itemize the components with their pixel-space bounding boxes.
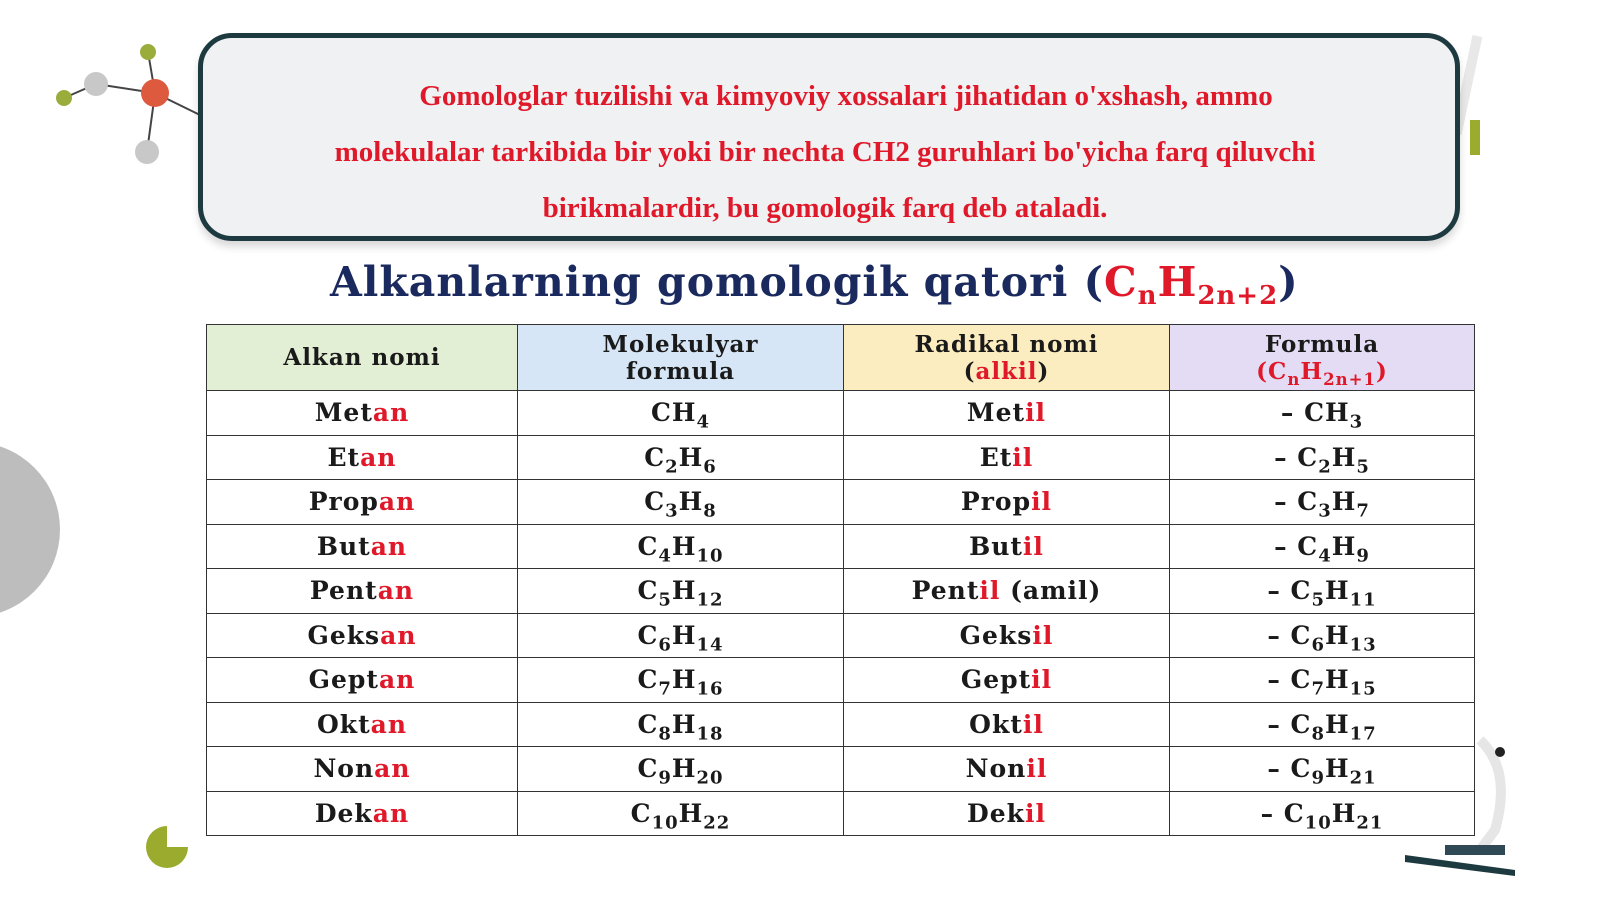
definition-line-1: Gomologlar tuzilishi va kimyoviy xossalari jihatidan o'xshash, ammo [419, 80, 1273, 112]
radical-name-cell: Etil [844, 435, 1170, 480]
molecular-formula-cell: $C_{10}H_{22}$ [518, 791, 844, 836]
radical-formula-cell: – $C_3H_7$ [1170, 480, 1475, 525]
alkan-name-cell: Geksan [207, 613, 518, 658]
radical-formula-cell: – $C_4H_9$ [1170, 524, 1475, 569]
radical-name-cell: Dekil [844, 791, 1170, 836]
table-row [207, 569, 1475, 614]
title-formula-h: H [1157, 258, 1198, 306]
radical-name-cell: Butil [844, 524, 1170, 569]
alkan-name-cell: Dekan [207, 791, 518, 836]
title-close: ) [1278, 258, 1299, 306]
alkan-name-cell: Oktan [207, 702, 518, 747]
table-header-row [207, 325, 1475, 391]
table-row [207, 613, 1475, 658]
table-row [207, 391, 1475, 436]
grey-circle-decoration [0, 442, 60, 617]
radical-name-cell: Metil [844, 391, 1170, 436]
title-formula-h-sub: 2n+2 [1197, 281, 1279, 311]
title-formula-c: C [1104, 258, 1138, 306]
table-row [207, 435, 1475, 480]
molecular-formula-cell: $C_8H_{18}$ [518, 702, 844, 747]
radical-formula-cell: – $C_9H_{21}$ [1170, 747, 1475, 792]
radical-name-cell: Nonil [844, 747, 1170, 792]
title-text: Alkanlarning gomologik qatori ( [330, 258, 1105, 306]
header-alkan-nomi: Alkan nomi [207, 325, 518, 391]
radical-formula-cell: – $C_8H_{17}$ [1170, 702, 1475, 747]
table-row [207, 524, 1475, 569]
header-formula: Formula $(C_nH_{2n+1})$ [1170, 325, 1475, 391]
molecular-formula-cell: $C_6H_{14}$ [518, 613, 844, 658]
radical-formula-cell: – $C_2H_5$ [1170, 435, 1475, 480]
molecular-formula-cell: $C_3H_8$ [518, 480, 844, 525]
table-row [207, 480, 1475, 525]
alkan-name-cell: Nonan [207, 747, 518, 792]
alkan-name-cell: Pentan [207, 569, 518, 614]
title-formula-c-sub: n [1137, 281, 1158, 311]
alkane-table [206, 324, 1475, 836]
molecular-formula-cell: $C_2H_6$ [518, 435, 844, 480]
molecule-decoration-icon [50, 40, 210, 170]
table-body [207, 391, 1475, 836]
definition-line-2: molekulalar tarkibida bir yoki bir nechta CH2 guruhlari bo'yicha farq qiluvchi [334, 136, 1316, 168]
molecular-formula-cell: $C_7H_{16}$ [518, 658, 844, 703]
definition-text [255, 68, 1395, 236]
page-title [330, 258, 1430, 311]
alkan-name-cell: Butan [207, 524, 518, 569]
radical-name-cell: Geksil [844, 613, 1170, 658]
radical-name-cell: Geptil [844, 658, 1170, 703]
radical-name-cell: Propil [844, 480, 1170, 525]
radical-name-cell: Pentil (amil) [844, 569, 1170, 614]
radical-formula-cell: – $C_{10}H_{21}$ [1170, 791, 1475, 836]
alkan-name-cell: Etan [207, 435, 518, 480]
radical-name-cell: Oktil [844, 702, 1170, 747]
radical-formula-cell: – $C_7H_{15}$ [1170, 658, 1475, 703]
radical-formula-cell: – $C_5H_{11}$ [1170, 569, 1475, 614]
alkan-name-cell: Propan [207, 480, 518, 525]
definition-line-3: birikmalardir, bu gomologik farq deb ataladi. [542, 192, 1108, 224]
molecular-formula-cell: $C_5H_{12}$ [518, 569, 844, 614]
header-radikal-nomi: Radikal nomi (alkil) [844, 325, 1170, 391]
molecular-formula-cell: $C_4H_{10}$ [518, 524, 844, 569]
alkan-name-cell: Geptan [207, 658, 518, 703]
header-molekulyar-formula: Molekulyar formula [518, 325, 844, 391]
table-row [207, 747, 1475, 792]
molecular-formula-cell: $CH_4$ [518, 391, 844, 436]
olive-circle-decoration [144, 824, 190, 870]
table-row [207, 791, 1475, 836]
table-row [207, 658, 1475, 703]
radical-formula-cell: – $C_6H_{13}$ [1170, 613, 1475, 658]
table-row [207, 702, 1475, 747]
molecular-formula-cell: $C_9H_{20}$ [518, 747, 844, 792]
radical-formula-cell: – $CH_3$ [1170, 391, 1475, 436]
alkan-name-cell: Metan [207, 391, 518, 436]
